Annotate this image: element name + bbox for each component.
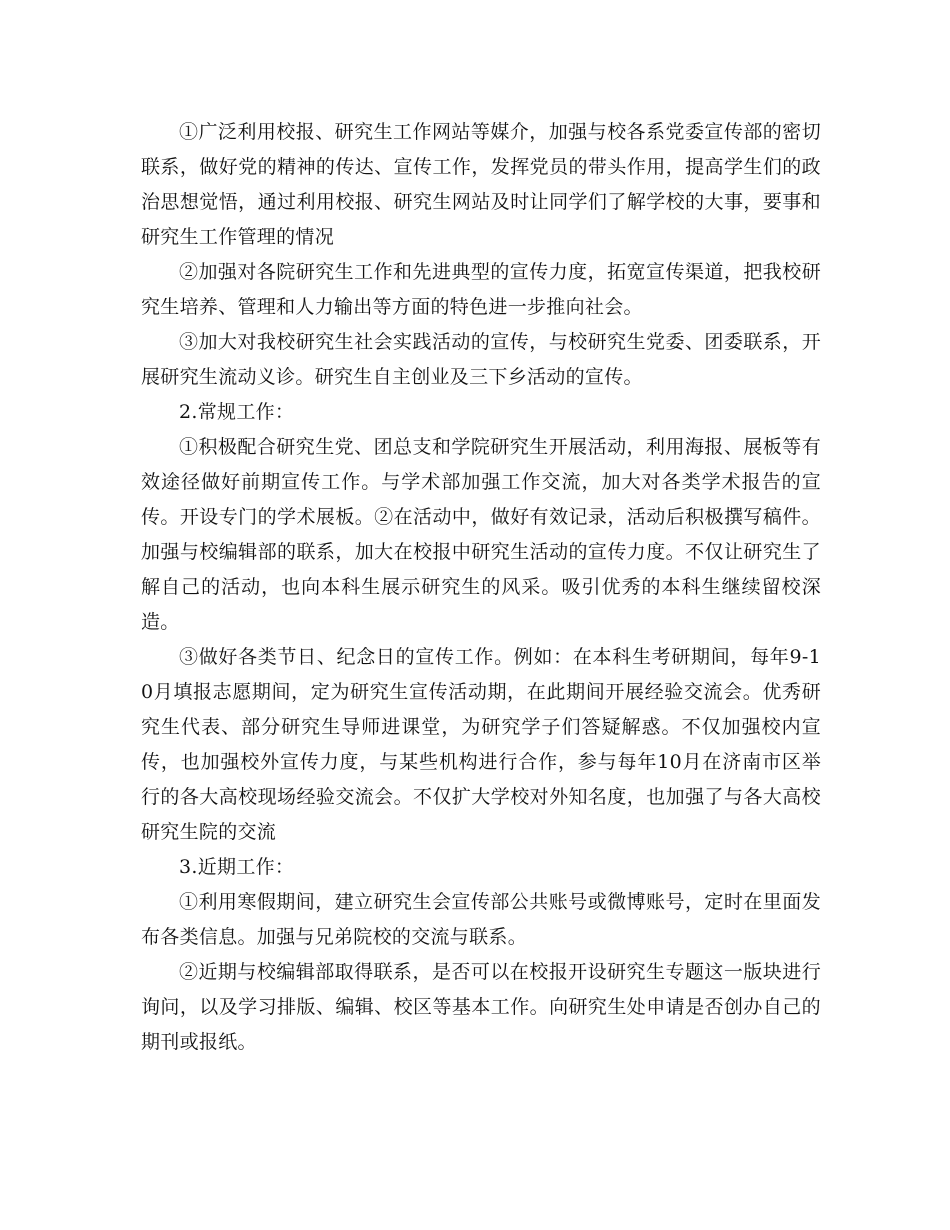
paragraph-editorial-contact: ②近期与校编辑部取得联系，是否可以在校报开设研究生专题这一版块进行询问，以及学习排版、编辑、校区等基本工作。向研究生处申请是否创办自己的期刊或报纸。	[141, 961, 821, 1053]
paragraph-publicity-media: ①广泛利用校报、研究生工作网站等媒介，加强与校各系党委宣传部的密切联系，做好党的精神的传达、宣传工作，发挥党员的带头作用，提高学生们的政治思想觉悟，通过利用校报、研究生网站及时让同学们了解学校的大事，要事和研究生工作管理的情况	[141, 121, 821, 248]
section-heading-routine-work: 2.常规工作：	[179, 401, 295, 423]
paragraph-social-practice: ③加大对我校研究生社会实践活动的宣传，与校研究生党委、团委联系，开展研究生流动义诊。研究生自主创业及三下乡活动的宣传。	[141, 331, 821, 388]
document-body	[141, 115, 821, 1060]
paragraph-routine-activities: ①积极配合研究生党、团总支和学院研究生开展活动，利用海报、展板等有效途径做好前期宣传工作。与学术部加强工作交流，加大对各类学术报告的宣传。开设专门的学术展板。②在活动中，做好有效记录，活动后积极撰写稿件。加强与校编辑部的联系，加大在校报中研究生活动的宣传力度。不仅让研究生了解自己的活动，也向本科生展示研究生的风采。吸引优秀的本科生继续留校深造。	[141, 436, 821, 633]
paragraph-festival-publicity: ③做好各类节日、纪念日的宣传工作。例如：在本科生考研期间，每年9-10月填报志愿期间，定为研究生宣传活动期，在此期间开展经验交流会。优秀研究生代表、部分研究生导师进课堂，为研究学子们答疑解惑。不仅加强校内宣传，也加强校外宣传力度，与某些机构进行合作，参与每年10月在济南市区举行的各大高校现场经验交流会。不仅扩大学校对外知名度，也加强了与各大高校研究生院的交流	[141, 646, 821, 843]
paragraph-publicity-strength: ②加强对各院研究生工作和先进典型的宣传力度，拓宽宣传渠道，把我校研究生培养、管理和人力输出等方面的特色进一步推向社会。	[141, 261, 821, 318]
paragraph-public-account: ①利用寒假期间，建立研究生会宣传部公共账号或微博账号，定时在里面发布各类信息。加强与兄弟院校的交流与联系。	[141, 891, 821, 948]
section-heading-recent-work: 3.近期工作：	[179, 856, 295, 878]
